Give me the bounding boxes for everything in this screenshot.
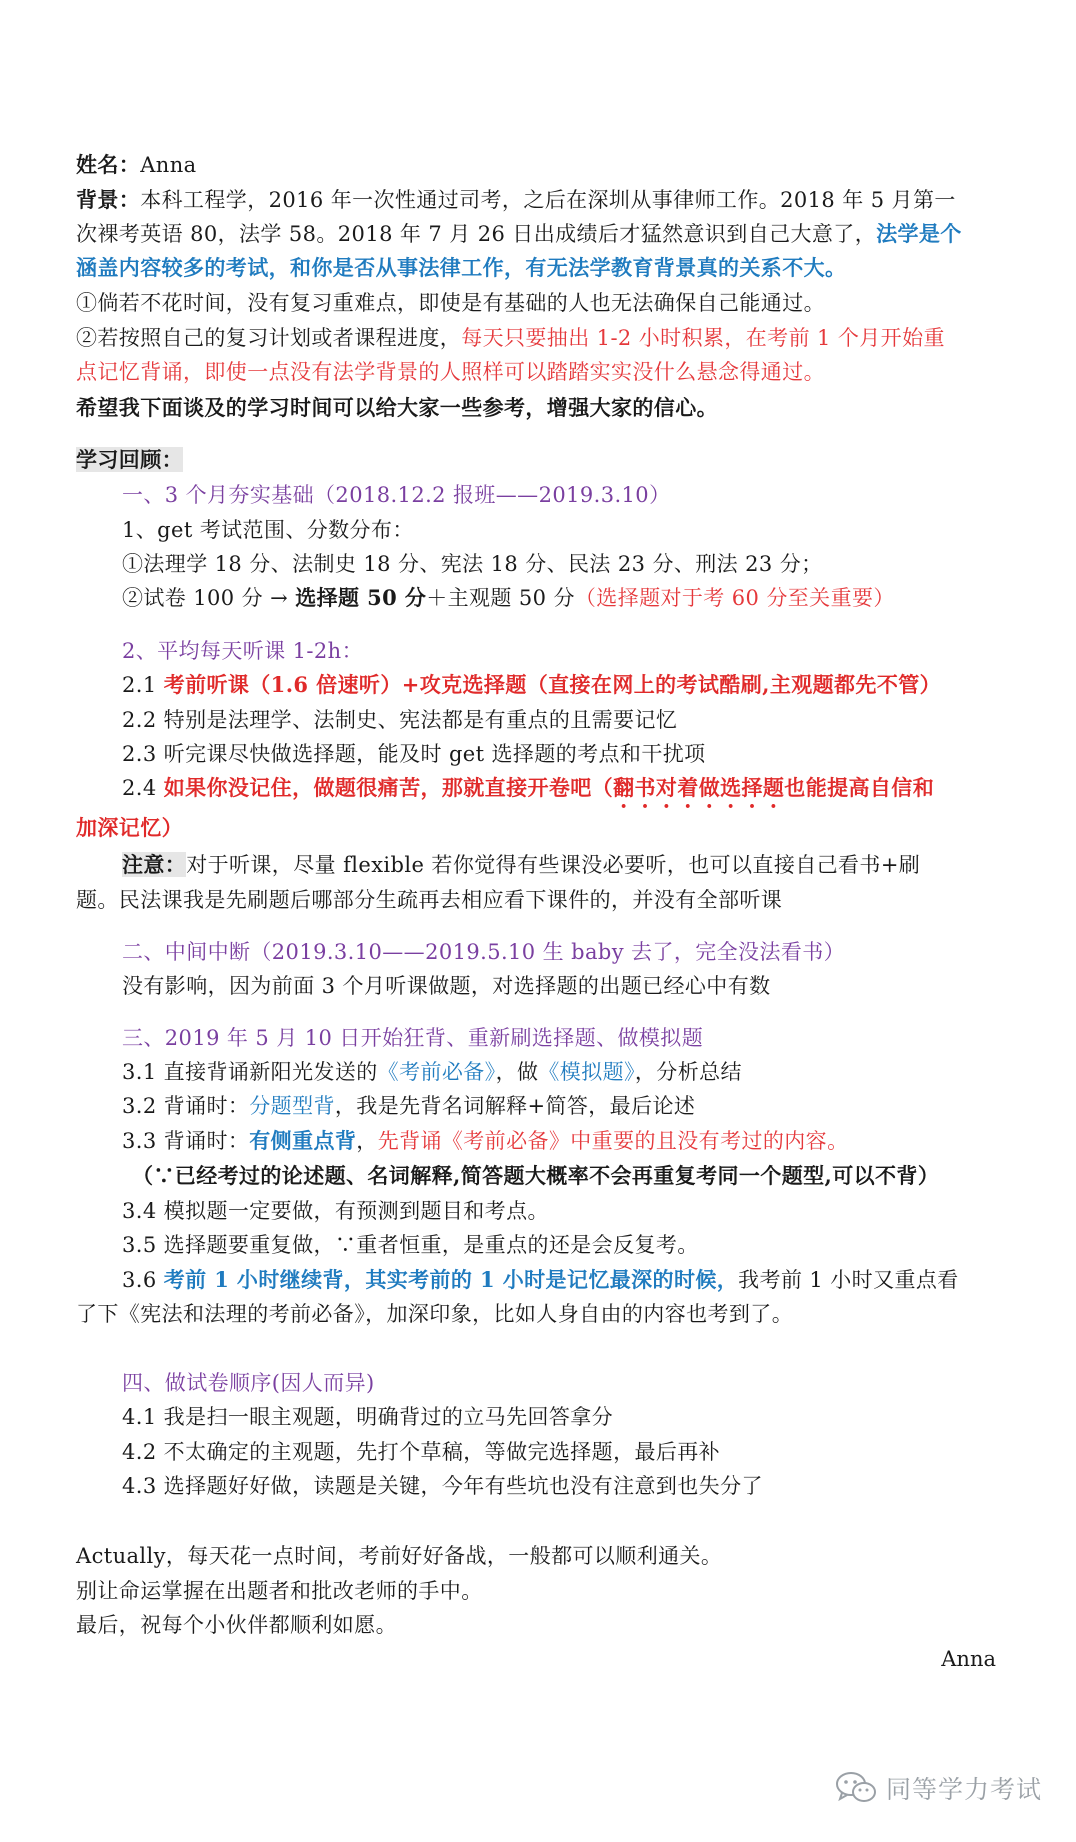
section-5-item-3: 4.3 选择题好好做，读题是关键，今年有些坑也没有注意到也失分了 (122, 1474, 763, 1498)
section-2-item-3: 2.3 听完课尽快做选择题，能及时 get 选择题的考点和干扰项 (122, 742, 706, 766)
watermark-text: 同等学力考试 (885, 1775, 1042, 1804)
watermark (834, 1768, 1042, 1808)
section-2-note-line-2: 题。民法课我是先刷题后哪部分生疏再去相应看下课件的，并没有全部听课 (76, 888, 783, 912)
section-1-title: 一、3 个月夯实基础（2018.12.2 报班——2019.3.10） (122, 483, 671, 507)
name-label: 姓名： (76, 152, 141, 177)
section-2-item-1: 2.1 考前听课（1.6 倍速听）+攻克选择题（直接在网上的考试酷刷,主观题都先不管） (122, 672, 942, 697)
section-2-item-4-cont: 加深记忆） (76, 815, 183, 840)
section-4-item-5: 3.5 选择题要重复做，∵重者恒重，是重点的还是会反复考。 (122, 1233, 699, 1257)
section-4-aside: （∵已经考过的论述题、名词解释,简答题大概率不会再重复考同一个题型,可以不背） (132, 1163, 940, 1188)
background-line-3: 涵盖内容较多的考试，和你是否从事法律工作，有无法学教育背景真的关系不大。 (76, 255, 847, 280)
section-2-title: 2、平均每天听课 1-2h： (122, 639, 363, 663)
review-heading: 学习回顾： (76, 447, 183, 472)
closing-line-3: 最后，祝每个小伙伴都顺利如愿。 (76, 1613, 397, 1637)
section-4-item-3: 3.3 背诵时：有侧重点背，先背诵《考前必备》中重要的且没有考过的内容。 (122, 1128, 849, 1153)
section-5-item-1: 4.1 我是扫一眼主观题，明确背过的立马先回答拿分 (122, 1405, 614, 1429)
section-1-item-1: 1、get 考试范围、分数分布： (122, 518, 414, 542)
section-5-item-2: 4.2 不太确定的主观题，先打个草稿，等做完选择题，最后再补 (122, 1440, 721, 1464)
section-4-title: 三、2019 年 5 月 10 日开始狂背、重新刷选择题、做模拟题 (122, 1026, 704, 1050)
closing-line-2: 别让命运掌握在出题者和批改老师的手中。 (76, 1579, 483, 1603)
section-4-item-6: 3.6 考前 1 小时继续背，其实考前的 1 小时是记忆最深的时候，我考前 1 小时又重点看 (122, 1267, 959, 1292)
section-4-item-2: 3.2 背诵时：分题型背，我是先背名词解释+简答，最后论述 (122, 1094, 696, 1118)
section-2-item-2: 2.2 特别是法理学、法制史、宪法都是有重点的且需要记忆 (122, 708, 678, 732)
background-label: 背景： (76, 187, 141, 212)
point-2-line-1: ②若按照自己的复习计划或者课程进度，每天只要抽出 1-2 小时积累，在考前 1 个月开始重 (76, 326, 945, 350)
section-4-item-4: 3.4 模拟题一定要做，有预测到题目和考点。 (122, 1199, 549, 1223)
section-5-title: 四、做试卷顺序(因人而异) (122, 1371, 375, 1395)
wechat-icon (834, 1770, 878, 1806)
name-value: Anna (140, 153, 197, 177)
section-1-item-2: ①法理学 18 分、法制史 18 分、宪法 18 分、民法 23 分、刑法 23 分； (122, 552, 823, 576)
section-3-title: 二、中间中断（2019.3.10——2019.5.10 生 baby 去了，完全没法看书） (122, 940, 846, 964)
point-1: ①倘若不花时间，没有复习重难点，即使是有基础的人也无法确保自己能通过。 (76, 291, 825, 315)
section-1-item-3: ②试卷 100 分 → 选择题 50 分＋主观题 50 分（选择题对于考 60 分至关重要） (122, 585, 895, 610)
name-line (76, 150, 1000, 180)
background-line-2: 次裸考英语 80，法学 58。2018 年 7 月 26 日出成绩后才猛然意识到自己大意了，法学是个 (76, 221, 962, 246)
section-4-item-6-cont: 了下《宪法和法理的考前必备》，加深印象，比如人身自由的内容也考到了。 (76, 1302, 794, 1326)
section-3-item-1: 没有影响，因为前面 3 个月听课做题，对选择题的出题已经心中有数 (122, 974, 771, 998)
section-4-item-1: 3.1 直接背诵新阳光发送的《考前必备》，做《模拟题》，分析总结 (122, 1060, 742, 1084)
point-2-line-2: 点记忆背诵，即使一点没有法学背景的人照样可以踏踏实实没什么悬念得通过。 (76, 360, 825, 384)
hope-line: 希望我下面谈及的学习时间可以给大家一些参考，增强大家的信心。 (76, 395, 718, 420)
closing-line-1: Actually，每天花一点时间，考前好好备战，一般都可以顺利通关。 (76, 1544, 723, 1568)
section-2-item-4: 2.4 如果你没记住，做题很痛苦，那就直接开卷吧（翻书对着做选择题也能提高自信和 (122, 775, 935, 800)
signature: Anna (941, 1647, 996, 1671)
section-2-note-line-1: 注意：对于听课，尽量 flexible 若你觉得有些课没必要听，也可以直接自己看书+刷 (122, 852, 921, 877)
background-line-1: 背景：本科工程学，2016 年一次性通过司考，之后在深圳从事律师工作。2018 年 5 月第一 (76, 187, 956, 212)
